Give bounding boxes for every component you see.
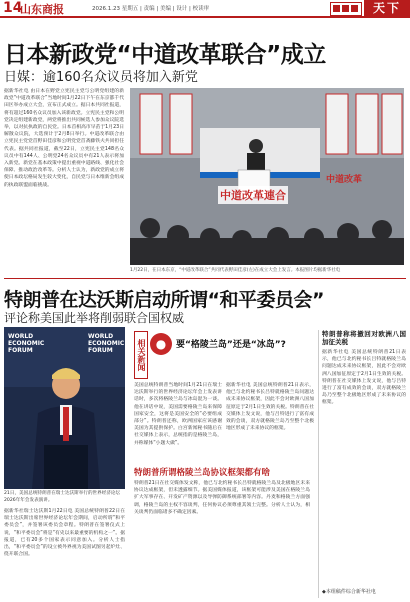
photo-banner-text-2: 中道改革 [326, 175, 363, 185]
section-label: 天下 [364, 0, 410, 17]
issue-date: 2026.1.23 星期五 | 责编 | 美编 | 设计 | 校读审 [92, 6, 210, 12]
story2-body: 据新华社瑞士达沃斯1月22日电 美国总统特朗普22日在瑞士达沃斯出席世界经济论坛年会期间，启动所谓“和平委员会”，并签署该委员会章程。特朗普在签署仪式上说，“和平委员会”将是“有史以来最重要的机构之一”。据报道，已有20多个国家表示同意加入。分析人士指出，“和平委员会”的设立被外界视为美国试图另起炉灶、绕开联合国。 [4, 509, 125, 558]
photo-banner-text: 中道改革連合 [218, 186, 288, 204]
subhead-2: 评论称美国此举将削弱联合国权威 [4, 311, 185, 325]
story2-photo [4, 327, 125, 489]
section-b-body-cont: 据新华社电 美国总统特朗普21日表示，他已与北约秘书长吕特就格陵兰岛问题达成未来协议框架，因此不会对欧洲八国加征原定于2月1日生效的关税。特朗普在社交媒体上发文说，他与吕特进行了富有成效的会谈，双方就格陵兰岛乃至整个北极地区形成了未来协议的框架。 [322, 350, 406, 406]
section-c-title: 特朗普所谓格陵兰岛协议框架都有啥 [134, 468, 271, 478]
section-a-title: 要“格陵兰岛”还是“冰岛”? [176, 340, 286, 350]
story1-body: 据新华社电 由日本在野党立宪民主党与公明党组建的新政党“中道改革联合”当地时间1月22日下午在东京都千代田区举办成立大会，宣布正式成立。据日本共同社报道，将有超过160名众议员加入该新政党。立宪民主党和公明党决定组建新政党，两党将推出共同候选人参加众议院选举，以对抗执政的自民党。日本首相高市早苗于1月23日解散众议院，大选预计于2月8日举行。中道改革联合由立宪民主党党首野田佳彦和公明党党首斋藤铁夫共同担任代表。据共同社报道，截至22日，立宪民主党148名众议员中有144人、公明党24名众议员中有21人表示将加入新党。新党在基本政策中提出重视中道路线、强化社会保障、推动政治改革等。分析人士认为，新政党的成立将使日本政坛格局发生较大变化，自民党与日本维新会组成的执政联盟面临挑战。 [4, 89, 124, 188]
wef-logo-text: ECONOMIC [88, 340, 125, 347]
section-c-body: 特朗普21日在社交媒体发文称，他已与北约秘书长吕特就格陵兰岛及北极地区未来协议达成框架，但未透露细节。据美国媒体报道，该框架可能涉及美国在格陵兰岛扩大军事存在、开发矿产资源以及导弹防御系统部署等内容。丹麦和格陵兰方面强调，格陵兰岛的主权不容谈判，任何协议必须尊重其领土完整。分析人士认为，相关谈判仍面临诸多不确定因素。 [134, 481, 310, 515]
wef-logo-text: ECONOMIC [8, 340, 45, 347]
subhead-1: 日媒：逾160名众议员将加入新党 [4, 70, 198, 85]
wef-logo-text: FORUM [8, 347, 33, 354]
section-b-title-col [322, 330, 406, 580]
headline-1: 日本新政党“中道改革联合”成立 [4, 42, 326, 68]
page-number: 14 [3, 0, 23, 16]
headline-2: 特朗普在达沃斯启动所谓“和平委员会” [4, 289, 324, 311]
section-b-title: 特朗普称将撤回对欧洲八国加征关税 [322, 330, 406, 346]
divider [4, 278, 406, 279]
column-divider [318, 330, 319, 598]
story1-caption: 1月22日，在日本东京，“中道改革联合”共同代表野田佳彦(左)在成立大会上发言。本报图片均据新华社电 [130, 268, 341, 273]
wef-logo-text: WORLD [8, 333, 34, 340]
sun-icon: ● [150, 333, 172, 355]
story1-photo [130, 88, 404, 265]
section-b-body: 据新华社电 美国总统特朗普21日表示，他已与北约秘书长吕特就格陵兰岛问题达成未来协议框架，因此不会对欧洲八国加征原定于2月1日生效的关税。特朗普在社交媒体上发文说，他与吕特进行了富有成效的会谈，双方就格陵兰岛乃至整个北极地区形成了未来协议的框架。 [226, 383, 314, 432]
newspaper-name: 山东商报 [20, 3, 64, 16]
section-logo-icon [330, 2, 362, 16]
related-news-label: 相关新闻 [134, 331, 148, 379]
wef-logo-text: WORLD [88, 333, 114, 340]
source-note: ◆本组稿件综合新华社电 [322, 589, 376, 595]
wef-logo-text: FORUM [88, 347, 113, 354]
story2-caption: 21日，美国总统特朗普在瑞士达沃斯举行的世界经济论坛2026年年会发表演讲。 [4, 491, 121, 503]
section-a-body: 美国总统特朗普当地时间1月21日在瑞士达沃斯举行的世界经济论坛年会上发表讲话时，多次将格陵兰岛与冰岛混为一谈。他在讲话中说，美国需要格陵兰岛来保障国家安全，这将是美国安全的“必要组成部分”。特朗普还称，欧洲国家应该感谢美国为其提供保护。白宫新闻秘书随后在社交媒体上表示，总统指的是格陵兰岛，并称媒体“小题大做”。 [134, 383, 222, 446]
